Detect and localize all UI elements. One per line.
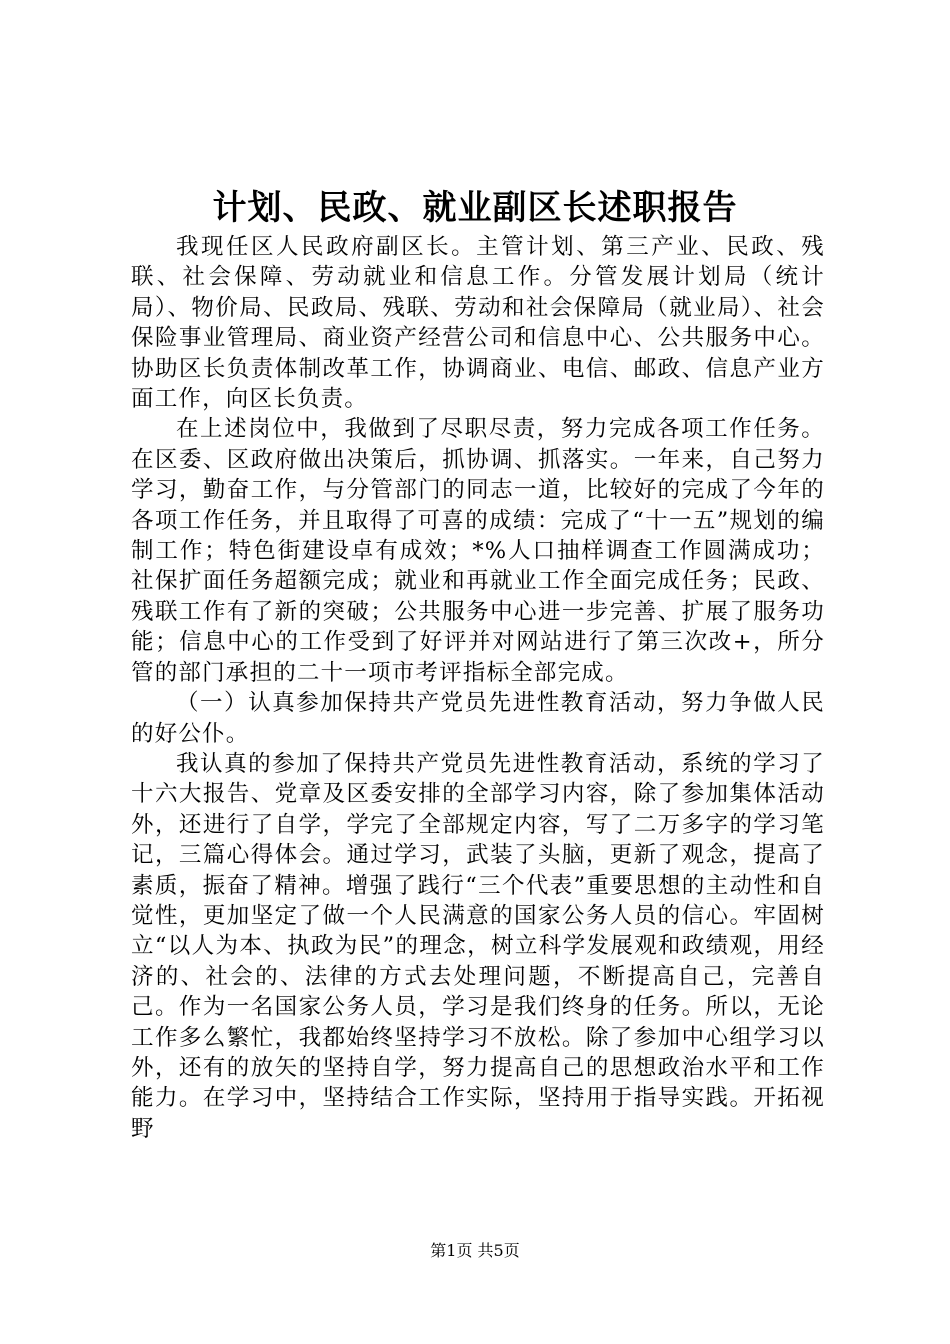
paragraph-4: 我认真的参加了保持共产党员先进性教育活动，系统的学习了十六大报告、党章及区委安排的全部学习内容，除了参加集体活动外，还进行了自学，学完了全部规定内容，写了二万多字的学习笔记，三篇心得体会。通过学习，武装了头脑，更新了观念，提高了素质，振奋了精神。增强了践行“三个代表”重要思想的主动性和自觉性，更加坚定了做一个人民满意的国家公务人员的信心。牢固树立“以人为本、执政为民”的理念，树立科学发展观和政绩观，用经济的、社会的、法律的方式去处理问题，不断提高自己，完善自己。作为一名国家公务人员，学习是我们终身的任务。所以，无论工作多么繁忙，我都始终坚持学习不放松。除了参加中心组学习以外，还有的放矢的坚持自学，努力提高自己的思想政治水平和工作能力。在学习中，坚持结合工作实际，坚持用于指导实践。开拓视野 bbox=[131, 750, 825, 1142]
paragraph-1: 我现任区人民政府副区长。主管计划、第三产业、民政、残联、社会保障、劳动就业和信息工作。分管发展计划局（统计局）、物价局、民政局、残联、劳动和社会保障局（就业局）、社会保险事业管理局、商业资产经营公司和信息中心、公共服务中心。协助区长负责体制改革工作，协调商业、电信、邮政、信息产业方面工作，向区长负责。 bbox=[131, 234, 825, 413]
page-footer: 第1页 共5页 bbox=[430, 1241, 520, 1260]
paragraph-2: 在上述岗位中，我做到了尽职尽责，努力完成各项工作任务。在区委、区政府做出决策后，抓协调、抓落实。一年来，自己努力学习，勤奋工作，与分管部门的同志一道，比较好的完成了今年的各项工作任务，并且取得了可喜的成绩：完成了“十一五”规划的编制工作；特色街建设卓有成效；*%人口抽样调查工作圆满成功；社保扩面任务超额完成；就业和再就业工作全面完成任务；民政、残联工作有了新的突破；公共服务中心进一步完善、扩展了服务功能；信息中心的工作受到了好评并对网站进行了第三次改+，所分管的部门承担的二十一项市考评指标全部完成。 bbox=[131, 416, 825, 686]
document-title: 计划、民政、就业副区长述职报告 bbox=[212, 188, 738, 228]
document-body bbox=[131, 232, 825, 1144]
paragraph-3-heading: （一）认真参加保持共产党员先进性教育活动，努力争做人民的好公仆。 bbox=[131, 690, 825, 747]
